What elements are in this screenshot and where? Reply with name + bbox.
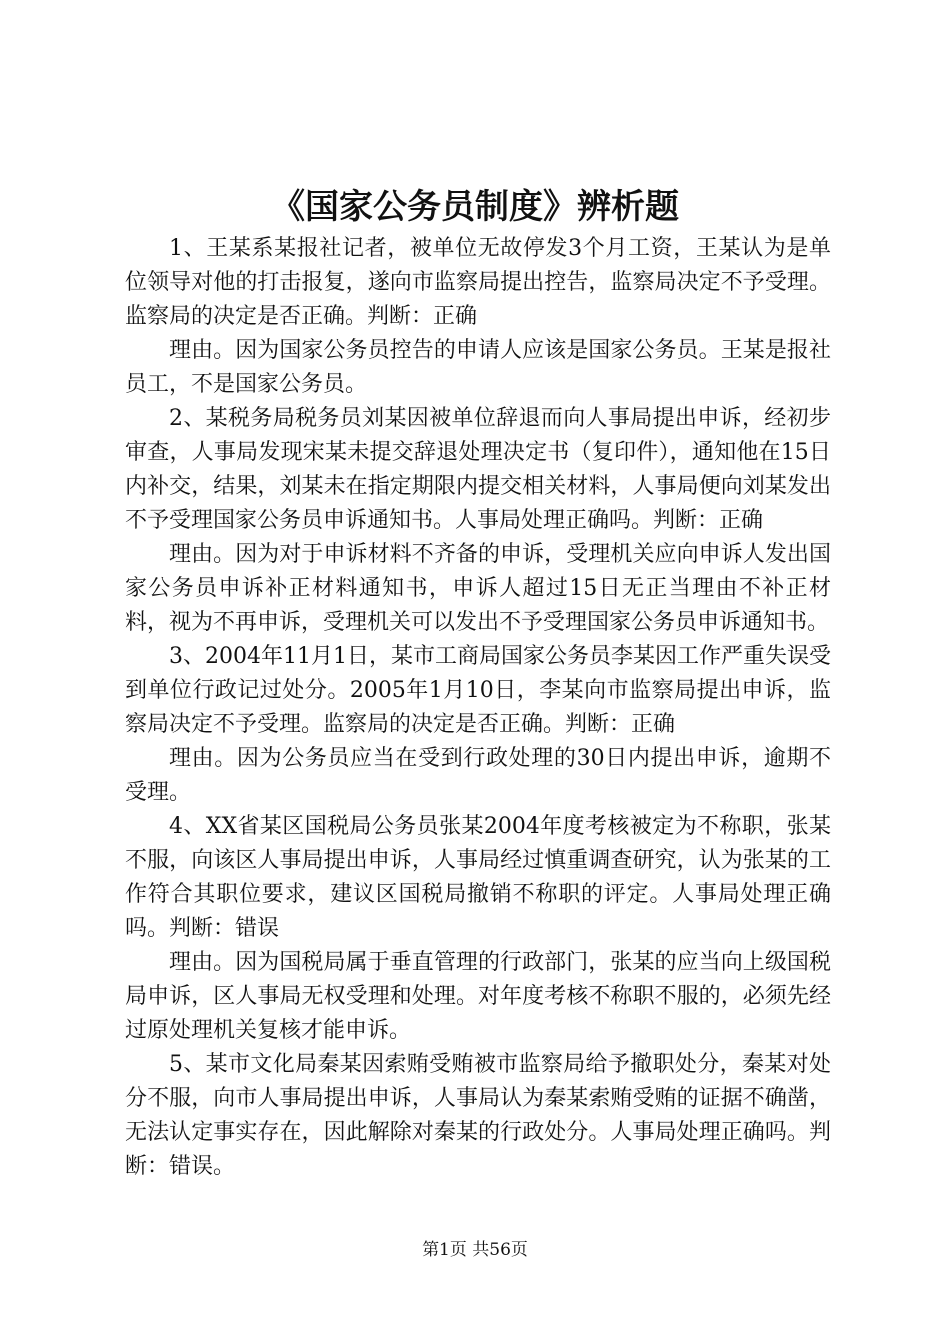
paragraph-q4-reason: 理由。因为国税局属于垂直管理的行政部门，张某的应当向上级国税局申诉，区人事局无权受理和处理。对年度考核不称职不服的，必须先经过原处理机关复核才能申诉。 bbox=[125, 950, 831, 1043]
paragraph-q4: 4、XX省某区国税局公务员张某2004年度考核被定为不称职，张某不服，向该区人事局提出申诉，人事局经过慎重调查研究，认为张某的工作符合其职位要求，建议区国税局撤销不称职的评定。人事局处理正确吗。判断：错误 bbox=[125, 814, 831, 941]
paragraph-q2: 2、某税务局税务员刘某因被单位辞退而向人事局提出申诉，经初步审查，人事局发现宋某未提交辞退处理决定书（复印件），通知他在15日内补交，结果，刘某未在指定期限内提交相关材料，人事局便向刘某发出不予受理国家公务员申诉通知书。人事局处理正确吗。判断：正确 bbox=[125, 406, 831, 533]
paragraph-q3-reason: 理由。因为公务员应当在受到行政处理的30日内提出申诉，逾期不受理。 bbox=[125, 746, 831, 805]
paragraph-q5: 5、某市文化局秦某因索贿受贿被市监察局给予撤职处分，秦某对处分不服，向市人事局提出申诉，人事局认为秦某索贿受贿的证据不确凿，无法认定事实存在，因此解除对秦某的行政处分。人事局处理正确吗。判断：错误。 bbox=[125, 1052, 831, 1179]
paragraph-q1-reason: 理由。因为国家公务员控告的申请人应该是国家公务员。王某是报社员工，不是国家公务员。 bbox=[125, 338, 831, 397]
paragraph-q3: 3、2004年11月1日，某市工商局国家公务员李某因工作严重失误受到单位行政记过处分。2005年1月10日，李某向市监察局提出申诉，监察局决定不予受理。监察局的决定是否正确。判断：正确 bbox=[125, 644, 831, 737]
page-title: 《国家公务员制度》辨析题 bbox=[271, 187, 679, 227]
document-body bbox=[125, 232, 831, 1184]
paragraph-q2-reason: 理由。因为对于申诉材料不齐备的申诉，受理机关应向申诉人发出国家公务员申诉补正材料通知书，申诉人超过15日无正当理由不补正材料，视为不再申诉，受理机关可以发出不予受理国家公务员申诉通知书。 bbox=[125, 542, 831, 635]
page-footer: 第1页 共56页 bbox=[422, 1240, 528, 1260]
paragraph-q1: 1、王某系某报社记者，被单位无故停发3个月工资，王某认为是单位领导对他的打击报复，遂向市监察局提出控告，监察局决定不予受理。监察局的决定是否正确。判断：正确 bbox=[125, 236, 831, 329]
